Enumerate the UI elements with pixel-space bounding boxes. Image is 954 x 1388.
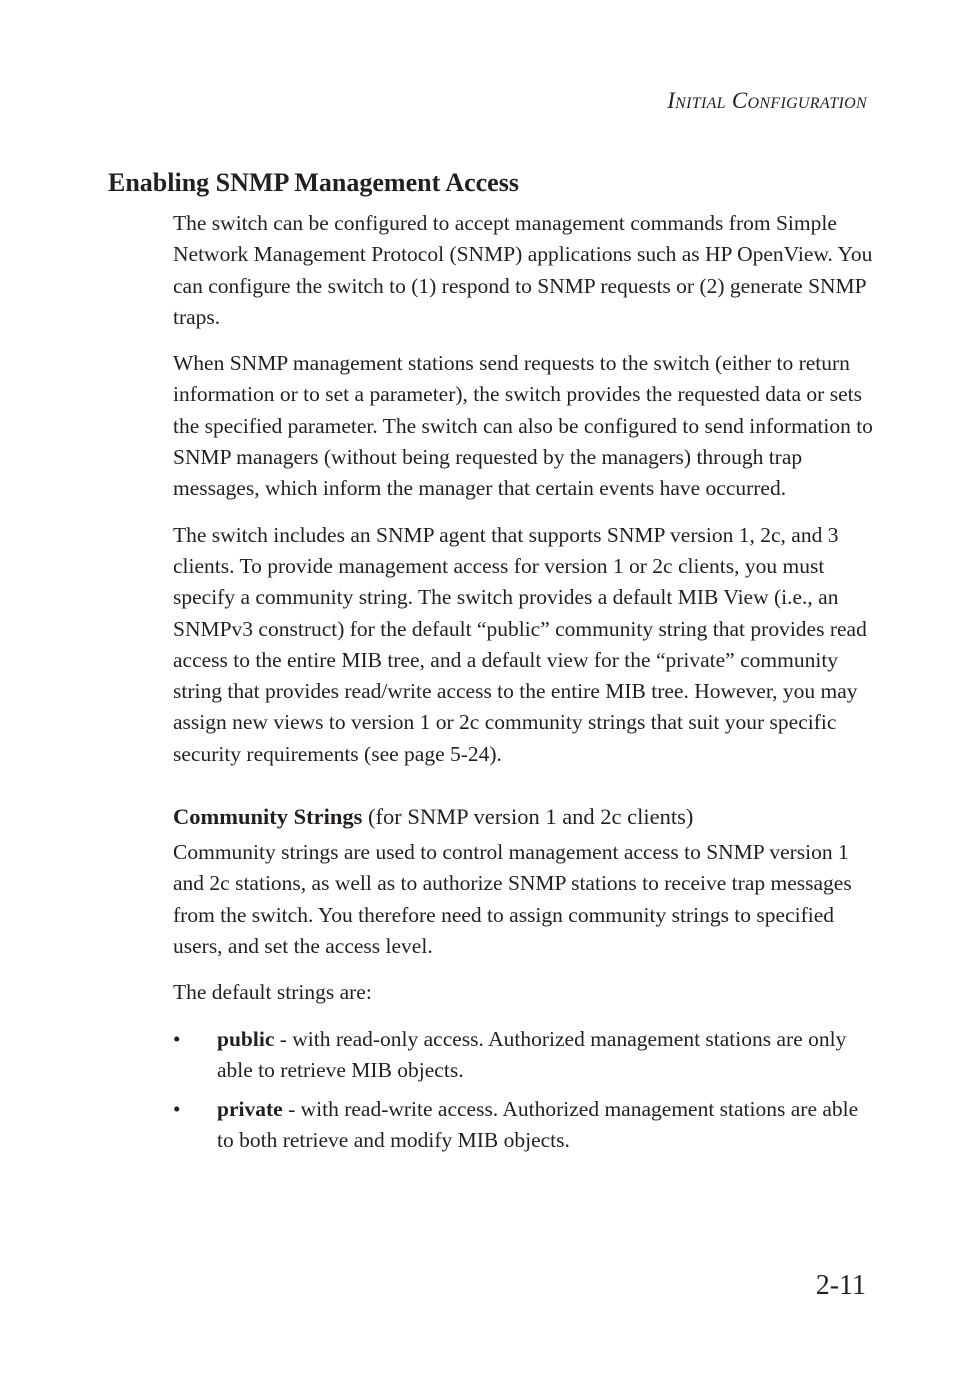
default-strings-list [173,1024,873,1157]
subsection-title-bold: Community Strings [173,804,363,830]
subsection-title [173,801,873,832]
subsection-title-rest: (for SNMP version 1 and 2c clients) [362,804,694,830]
description-private: - with read-write access. Authorized management stations are able to both retrieve and modify MIB objects. [217,1097,859,1153]
paragraph-agent: The switch includes an SNMP agent that supports SNMP version 1, 2c, and 3 clients. To provide management access for version 1 or 2c clients, you must specify a community string. The switch provides a default MIB View (i.e., an SNMPv3 construct) for the default “public” community string that provides read access to the entire MIB tree, and a default view for the “private” community string that provides read/write access to the entire MIB tree. However, you may assign new views to version 1 or 2c community strings that suit your specific security requirements (see page 5-24). [173,522,867,766]
list-intro: The default strings are: [173,980,372,1005]
list-item-public [173,1024,873,1087]
bullet-icon: • [173,1026,181,1051]
section-title: Enabling SNMP Management Access [108,168,519,197]
term-public: public [217,1026,275,1051]
section-body [173,208,873,1165]
paragraph-intro: The switch can be configured to accept management commands from Simple Network Management Protocol (SNMP) applications such as HP OpenView. You can configure the switch to (1) respond to SNMP requests or (2) generate SNMP traps. [173,211,873,329]
paragraph-requests: When SNMP management stations send requests to the switch (either to return information or to set a parameter), the switch provides the requested data or sets the specified parameter. The switch can also be configured to send information to SNMP managers (without being requested by the managers) through trap messages, which inform the manager that certain events have occurred. [173,351,873,501]
list-item-private [173,1094,873,1157]
page-number: 2-11 [815,1270,866,1301]
term-private: private [217,1097,283,1122]
running-header: Initial Configuration [667,88,867,113]
paragraph-community-strings: Community strings are used to control management access to SNMP version 1 and 2c stations, as well as to authorize SNMP stations to receive trap messages from the switch. You therefore need to assign community strings to specified users, and set the access level. [173,840,852,958]
bullet-icon: • [173,1097,181,1122]
description-public: - with read-only access. Authorized management stations are only able to retrieve MIB objects. [217,1026,847,1082]
